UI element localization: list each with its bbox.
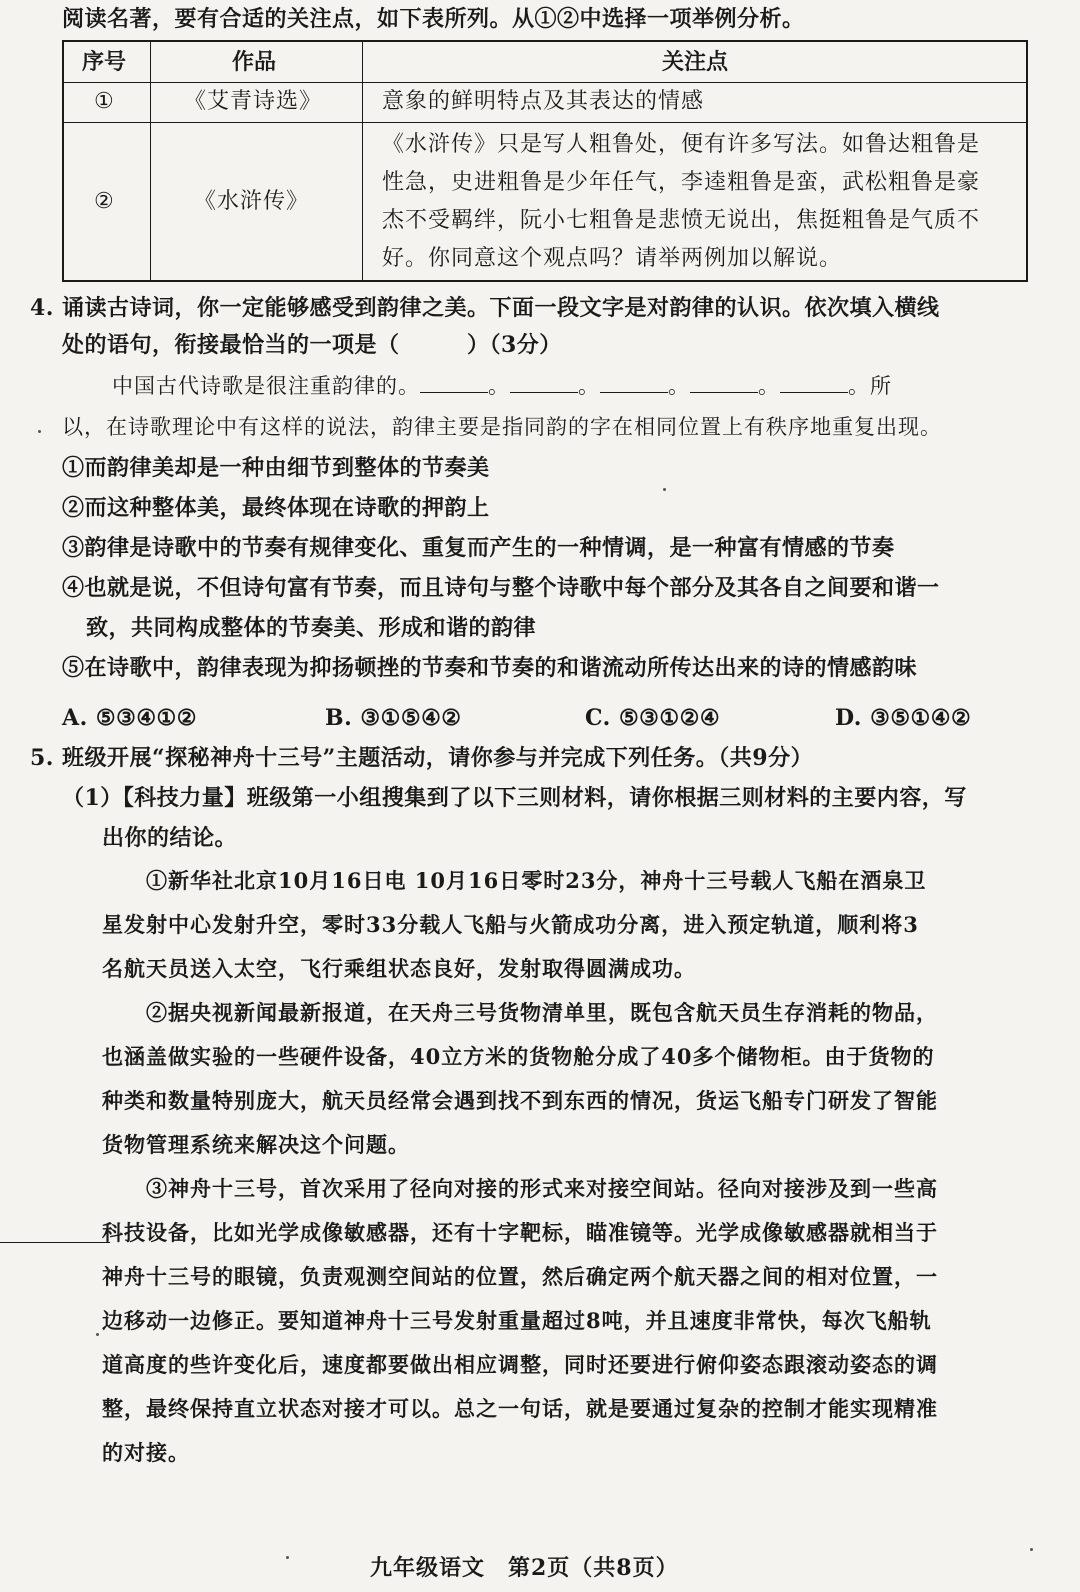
- answer-blank: [420, 374, 488, 393]
- q5-number: 5.: [30, 745, 54, 771]
- reading-intro: 阅读名著，要有合适的关注点，如下表所列。从①②中选择一项举例分析。: [62, 6, 805, 32]
- material-2-line: ②据央视新闻最新报道，在天舟三号货物清单里，既包含航天员生存消耗的物品，: [146, 1000, 938, 1025]
- table-rule: [64, 82, 1026, 83]
- material-3-line: ③神舟十三号，首次采用了径向对接的形式来对接空间站。径向对接涉及到一些高: [146, 1176, 938, 1201]
- q5-stem: 班级开展“探秘神舟十三号”主题活动，请你参与并完成下列任务。（共9分）: [62, 745, 814, 771]
- material-2-line: 种类和数量特别庞大，航天员经常会遇到找不到东西的情况，货运飞船专门研发了智能: [102, 1088, 938, 1113]
- table-header-focus: 关注点: [662, 49, 729, 75]
- table-rule: [362, 42, 363, 280]
- q4-passage-so: 所: [870, 374, 892, 398]
- table-header-no: 序号: [82, 49, 127, 75]
- q4-item: ⑤在诗歌中，韵律表现为抑扬顿挫的节奏和节奏的和谐流动所传达出来的诗的情感韵味: [62, 655, 918, 681]
- material-2-line: 也涵盖做实验的一些硬件设备，40立方米的货物舱分成了40多个储物柜。由于货物的: [102, 1044, 935, 1069]
- table-rule: [64, 122, 1026, 123]
- q5-sub1: （1）【科技力量】班级第一小组搜集到了以下三则材料，请你根据三则材料的主要内容，写: [62, 785, 967, 811]
- answer-blank: [600, 374, 668, 393]
- table-row-2-focus-line: 《水浒传》只是写人粗鲁处，便有许多写法。如鲁达粗鲁是: [382, 132, 981, 157]
- q4-option-b: B. ③①⑤④②: [325, 705, 462, 731]
- answer-blank: [510, 374, 578, 393]
- table-row-2-no: ②: [94, 189, 114, 214]
- q5-sub1: 出你的结论。: [102, 825, 238, 851]
- q4-option-a: A. ⑤③④①②: [62, 705, 198, 731]
- q4-item: ①而韵律美却是一种由细节到整体的节奏美: [62, 455, 490, 481]
- q4-period: 。: [668, 374, 690, 398]
- table-header-work: 作品: [232, 49, 277, 75]
- page-footer: 九年级语文 第2页（共8页）: [370, 1555, 679, 1581]
- scan-speck: [96, 1333, 99, 1336]
- material-3-line: 道高度的些许变化后，速度都要做出相应调整，同时还要进行俯仰姿态跟滚动姿态的调: [102, 1352, 938, 1377]
- q4-passage: [112, 371, 892, 401]
- material-1-line: ①新华社北京10月16日电 10月16日零时23分，神舟十三号载人飞船在酒泉卫: [146, 868, 927, 893]
- material-3-line: 边移动一边修正。要知道神舟十三号发射重量超过8吨，并且速度非常快，每次飞船轨: [102, 1308, 932, 1333]
- material-3-line: 神舟十三号的眼镜，负责观测空间站的位置，然后确定两个航天器之间的相对位置，一: [102, 1264, 938, 1289]
- table-row-2-focus-line: 杰不受羁绊，阮小七粗鲁是悲愤无说出，焦挺粗鲁是气质不: [382, 208, 981, 233]
- q4-passage-line: 以，在诗歌理论中有这样的说法，韵律主要是指同韵的字在相同位置上有秩序地重复出现。: [62, 415, 942, 439]
- q4-item: ②而这种整体美，最终体现在诗歌的押韵上: [62, 495, 490, 521]
- table-row-1-focus: 意象的鲜明特点及其表达的情感: [382, 89, 705, 114]
- q4-item: ③韵律是诗歌中的节奏有规律变化、重复而产生的一种情调，是一种富有情感的节奏: [62, 535, 895, 561]
- fold-line: [0, 1242, 110, 1243]
- q4-period: 。: [488, 374, 510, 398]
- material-2-line: 货物管理系统来解决这个问题。: [102, 1132, 410, 1157]
- q4-passage-start: 中国古代诗歌是很注重韵律的。: [112, 374, 420, 398]
- reading-table: [62, 40, 1028, 282]
- q4-option-d: D. ③⑤①④②: [835, 705, 972, 731]
- q4-stem: 处的语句，衔接最恰当的一项是（ ）（3分）: [62, 332, 562, 358]
- material-1-line: 星发射中心发射升空，零时33分载人飞船与火箭成功分离，进入预定轨道，顺利将3: [102, 912, 919, 937]
- q4-period: 。: [758, 374, 780, 398]
- q4-stem: 诵读古诗词，你一定能够感受到韵律之美。下面一段文字是对韵律的认识。依次填入横线: [62, 295, 940, 321]
- table-row-2-work: 《水浒传》: [194, 189, 310, 214]
- material-3-line: 科技设备，比如光学成像敏感器，还有十字靶标，瞄准镜等。光学成像敏感器就相当于: [102, 1220, 938, 1245]
- table-row-1-no: ①: [94, 89, 114, 114]
- material-3-line: 整，最终保持直立状态对接才可以。总之一句话，就是要通过复杂的控制才能实现精准: [102, 1396, 938, 1421]
- q4-number: 4.: [30, 295, 54, 321]
- q4-item: 致，共同构成整体的节奏美、形成和谐的韵律: [86, 615, 537, 641]
- q4-period: 。: [578, 374, 600, 398]
- table-rule: [150, 42, 151, 280]
- scan-speck: [663, 488, 666, 491]
- table-row-2-focus-line: 好。你同意这个观点吗？请举两例加以解说。: [382, 246, 843, 271]
- material-3-line: 的对接。: [102, 1440, 190, 1465]
- table-row-2-focus-line: 性急，史进粗鲁是少年任气，李逵粗鲁是蛮，武松粗鲁是豪: [382, 170, 981, 195]
- material-1-line: 名航天员送入太空，飞行乘组状态良好，发射取得圆满成功。: [102, 956, 696, 981]
- scan-speck: [1030, 1548, 1033, 1551]
- q4-option-c: C. ⑤③①②④: [585, 705, 721, 731]
- table-row-1-work: 《艾青诗选》: [184, 89, 323, 114]
- answer-blank: [780, 374, 848, 393]
- scan-speck: [286, 1556, 289, 1559]
- q4-period: 。: [848, 374, 870, 398]
- answer-blank: [690, 374, 758, 393]
- q4-item: ④也就是说，不但诗句富有节奏，而且诗句与整个诗歌中每个部分及其各自之间要和谐一: [62, 575, 940, 601]
- scan-speck: [38, 430, 41, 433]
